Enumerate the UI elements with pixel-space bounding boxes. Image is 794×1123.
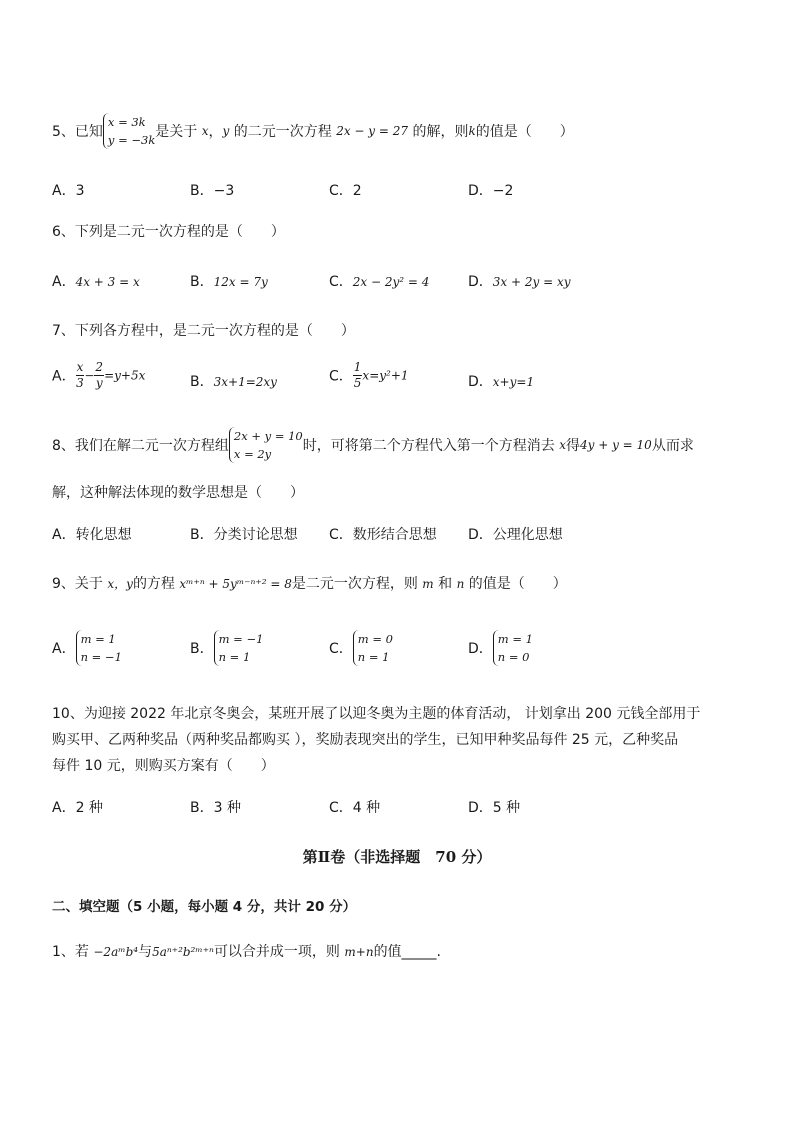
- q9-prefix: 9、关于: [52, 576, 103, 592]
- q7-equation-d: x+y=1: [492, 375, 535, 389]
- q5-option-d: D．−2: [468, 183, 514, 199]
- system-row: m = 1: [497, 632, 533, 646]
- q5-text-2: 的二元一次方程: [233, 124, 332, 140]
- q7-label-c: C．: [329, 368, 353, 385]
- q9-and: 和: [438, 576, 453, 592]
- q7-option-c: [329, 360, 409, 391]
- q9-label-b: B．: [190, 641, 214, 657]
- q9-label-c: C．: [329, 641, 353, 657]
- q9-system-c: [353, 630, 393, 666]
- q8-equation: 4y + y = 10: [579, 438, 652, 452]
- q10-option-c: C．4 种: [329, 800, 381, 816]
- q10-option-a: A．2 种: [52, 800, 103, 816]
- q6-equation-b: 12x = 7y: [213, 275, 268, 289]
- q8-equation-system: [229, 427, 303, 463]
- q5-option-b: B．−3: [190, 183, 235, 199]
- system-row: n = 1: [357, 650, 390, 664]
- q7-label-b: B．: [190, 374, 214, 390]
- fraction-denominator: 3: [76, 376, 84, 390]
- q9-label-d: D．: [468, 641, 493, 657]
- q10-line-3: 每件 10 元，则购买方案有（ ）: [52, 758, 275, 774]
- section-2-heading: 二、填空题（5 小题，每小题 4 分，共计 20 分）: [52, 899, 357, 915]
- q7-a-rest: =y+5x: [104, 368, 146, 383]
- q7-c-rest: x=y²+1: [362, 368, 409, 383]
- q5-equation-system: [103, 113, 155, 149]
- q10-option-b: B．3 种: [190, 800, 241, 816]
- q10-option-d: D．5 种: [468, 800, 521, 816]
- q9-system-b: [214, 630, 264, 666]
- q9-system-a: [76, 630, 122, 666]
- q6-label-c: C．: [329, 274, 353, 290]
- q5-var-x: x: [201, 124, 209, 138]
- q5-comma: ，: [208, 124, 223, 140]
- q9-system-d: [493, 630, 533, 666]
- q9-var-n: n: [456, 577, 465, 591]
- q6-option-c: [329, 271, 429, 291]
- q5-option-a: A．3: [52, 183, 85, 199]
- q5-var-k: k: [468, 124, 476, 138]
- q5-text: 是关于: [155, 124, 198, 140]
- q8-suffix: 从而求: [651, 438, 694, 454]
- q9-text-2: 是二元一次方程，则: [291, 576, 418, 592]
- q8-prefix: 8、我们在解二元一次方程组: [52, 438, 229, 454]
- q5-system-row-1: x = 3k: [107, 115, 146, 129]
- question-8: [52, 427, 694, 463]
- q6-equation-a: 4x + 3 = x: [75, 275, 140, 289]
- q7-option-b: [190, 371, 277, 391]
- q7-a-fraction-2: [94, 360, 104, 391]
- question-9: [52, 573, 567, 593]
- q8-system-row-2: x = 2y: [233, 447, 272, 461]
- q7-label-d: D．: [468, 374, 493, 390]
- fraction-denominator: 5: [353, 376, 362, 390]
- q8-option-b: B．分类讨论思想: [190, 527, 298, 543]
- q6-equation-c: 2x − 2y² = 4: [352, 275, 430, 289]
- system-row: m = −1: [218, 632, 264, 646]
- q9-option-a: [52, 630, 122, 666]
- q8-option-d: D．公理化思想: [468, 527, 563, 543]
- q6-label-d: D．: [468, 274, 493, 290]
- q6-option-a: [52, 271, 140, 291]
- q9-option-c: [329, 630, 393, 666]
- q7-stem: 7、下列各方程中，是二元一次方程的是（ ）: [52, 323, 355, 339]
- fill1-term-1: −2aᵐb⁴: [93, 945, 139, 959]
- fill1-term-2: 5aⁿ⁺²b²ᵐ⁺ⁿ: [152, 945, 214, 959]
- q9-text: 的方程: [132, 576, 175, 592]
- q6-option-d: [468, 271, 571, 291]
- q8-line-2: 解，这种解法体现的数学思想是（ ）: [52, 485, 304, 501]
- q8-system-row-1: 2x + y = 10: [233, 429, 303, 443]
- q6-label-a: A．: [52, 274, 76, 290]
- q5-text-3: 的解，则: [412, 124, 469, 140]
- q6-stem: 6、下列是二元一次方程的是（ ）: [52, 224, 285, 240]
- q7-a-minus: −: [84, 368, 95, 383]
- fill1-text: 与: [138, 944, 153, 960]
- q9-equation: xᵐ⁺ⁿ + 5yᵐ⁻ⁿ⁺² = 8: [179, 577, 292, 591]
- q5-system-row-2: y = −3k: [107, 133, 156, 147]
- q8-text-2: 得: [565, 438, 580, 454]
- q9-vars: x，y: [107, 577, 133, 591]
- system-row: m = 1: [80, 632, 116, 646]
- q5-var-y: y: [222, 124, 230, 138]
- system-row: n = 1: [218, 650, 251, 664]
- q5-prefix: 5、已知: [52, 124, 103, 140]
- q5-suffix: 的值是（ ）: [475, 124, 574, 140]
- fill1-prefix: 1、若: [52, 944, 89, 960]
- q9-option-d: [468, 630, 533, 666]
- q9-option-b: [190, 630, 263, 666]
- part-2-heading: 第Ⅱ卷（非选择题 70 分）: [302, 848, 492, 866]
- q7-c-fraction: [353, 360, 363, 391]
- q9-label-a: A．: [52, 641, 76, 657]
- q10-line-1: 10、为迎接 2022 年北京冬奥会，某班开展了以迎冬奥为主题的体育活动， 计划拿出 200 元钱全部用于: [52, 706, 701, 722]
- q5-equation: 2x − y = 27: [336, 124, 409, 138]
- fill1-expression: m+n: [344, 945, 374, 959]
- q6-option-b: [190, 271, 268, 291]
- q10-line-2: 购买甲、乙两种奖品（两种奖品都购买 ），奖励表现突出的学生，已知甲种奖品每件 25 元，乙种奖品: [52, 732, 679, 748]
- system-row: n = 0: [497, 650, 530, 664]
- q7-option-a: [52, 360, 145, 391]
- system-row: n = −1: [80, 650, 122, 664]
- q6-label-b: B．: [190, 274, 214, 290]
- fill1-suffix: 的值_____.: [373, 944, 442, 960]
- q8-var-x: x: [559, 438, 566, 452]
- q7-option-d: [468, 371, 534, 391]
- q6-equation-d: 3x + 2y = xy: [492, 275, 571, 289]
- q5-option-c: C．2: [329, 183, 362, 199]
- q8-option-a: A．转化思想: [52, 527, 132, 543]
- q8-option-c: C．数形结合思想: [329, 527, 437, 543]
- fraction-denominator: y: [95, 376, 103, 390]
- question-5: [52, 113, 574, 149]
- fraction-numerator: x: [76, 360, 84, 374]
- q7-equation-b: 3x+1=2xy: [213, 375, 277, 389]
- q7-label-a: A．: [52, 368, 76, 385]
- fill-question-1: [52, 941, 441, 961]
- q9-suffix: 的值是（ ）: [468, 576, 567, 592]
- system-row: m = 0: [357, 632, 393, 646]
- fraction-numerator: 1: [353, 360, 362, 374]
- q9-var-m: m: [422, 577, 434, 591]
- fill1-text-2: 可以合并成一项，则: [213, 944, 340, 960]
- fraction-numerator: 2: [95, 360, 104, 374]
- q8-text: 时，可将第二个方程代入第一个方程消去: [302, 438, 555, 454]
